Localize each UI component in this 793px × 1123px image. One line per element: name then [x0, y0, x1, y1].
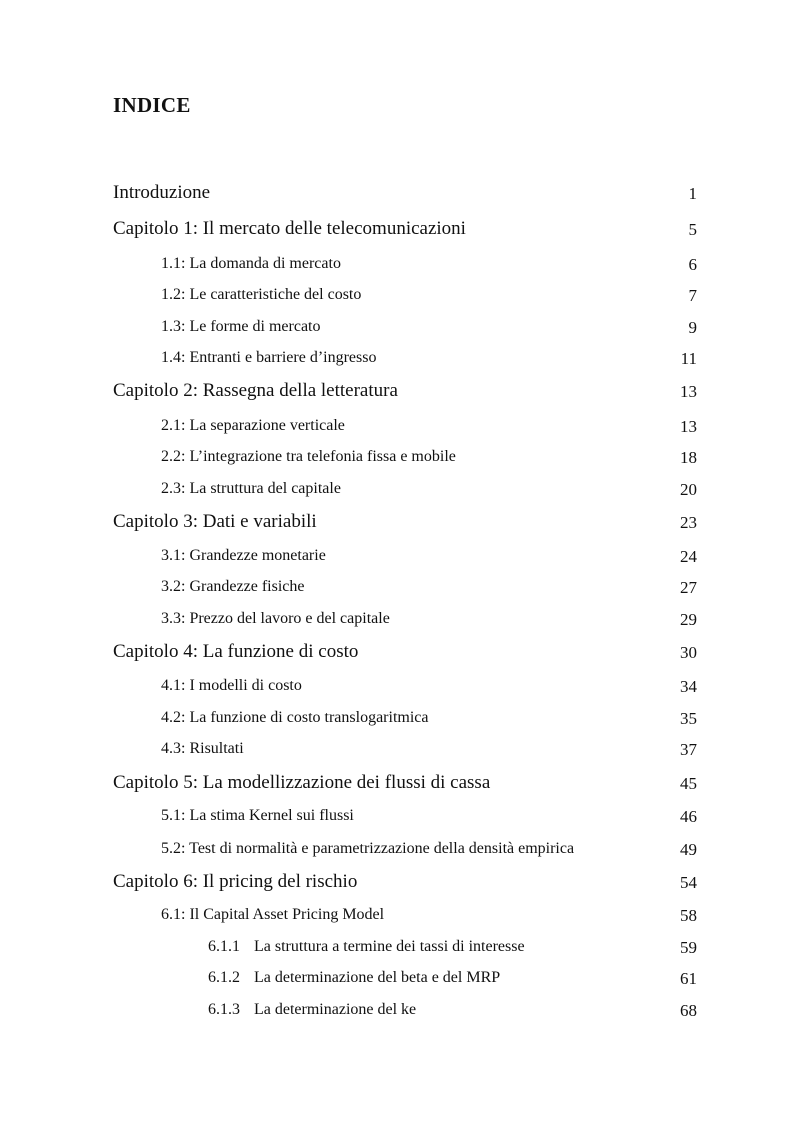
toc-entry-title: Introduzione — [113, 182, 211, 203]
toc-entry-title: 5.1: La stima Kernel sui flussi — [161, 807, 354, 824]
toc-page-number: 34 — [680, 677, 697, 696]
toc-page-number: 11 — [680, 349, 697, 368]
toc-page-number: 49 — [680, 840, 697, 859]
toc-entry-title: Capitolo 6: Il pricing del rischio — [113, 871, 358, 892]
toc-entry-number: 6.1.1 — [208, 938, 240, 955]
toc-page-number: 30 — [680, 643, 697, 662]
toc-entry-title: 1.1: La domanda di mercato — [161, 255, 341, 272]
toc-entry-title: 3.3: Prezzo del lavoro e del capitale — [161, 610, 390, 627]
toc-page-number: 54 — [680, 873, 697, 892]
toc-entry-text: La determinazione del beta e del MRP — [254, 969, 501, 986]
toc-page-number: 29 — [680, 610, 697, 629]
toc-entry-title: 2.3: La struttura del capitale — [161, 480, 341, 497]
toc-entry-title: 3.2: Grandezze fisiche — [161, 578, 305, 595]
toc-page-number: 24 — [680, 547, 697, 566]
toc-page-number: 18 — [680, 448, 697, 467]
toc-page-number: 23 — [680, 513, 697, 532]
toc-entry-title: 3.1: Grandezze monetarie — [161, 547, 326, 564]
toc-entry-title: 4.1: I modelli di costo — [161, 677, 302, 694]
toc-page-number: 5 — [688, 220, 697, 239]
page-title: INDICE — [113, 93, 191, 117]
toc-entry-title: 1.3: Le forme di mercato — [161, 318, 321, 335]
toc-page-number: 27 — [680, 578, 697, 597]
toc-page-number: 45 — [680, 774, 697, 793]
toc-entry-title: Capitolo 3: Dati e variabili — [113, 511, 317, 532]
toc-entry-title: 4.3: Risultati — [161, 740, 244, 757]
toc-entry-text: La struttura a termine dei tassi di interesse — [254, 938, 525, 955]
toc-page-number: 20 — [680, 480, 697, 499]
toc-page-number: 61 — [680, 969, 697, 988]
toc-entry-title: 2.1: La separazione verticale — [161, 417, 345, 434]
toc-entry-title: 1.2: Le caratteristiche del costo — [161, 286, 362, 303]
toc-entry-title: 1.4: Entranti e barriere d’ingresso — [161, 349, 377, 366]
toc-entry-number: 6.1.3 — [208, 1001, 240, 1018]
toc-entry-title: 6.1: Il Capital Asset Pricing Model — [161, 906, 385, 923]
toc-page-number: 37 — [680, 740, 697, 759]
toc-entry-title: Capitolo 5: La modellizzazione dei flussi di cassa — [113, 772, 491, 793]
toc-entry-title — [208, 1001, 416, 1019]
toc-page-number: 68 — [680, 1001, 697, 1020]
toc-page-number: 13 — [680, 417, 697, 436]
toc-page-number: 7 — [688, 286, 697, 305]
toc-entry-number: 6.1.2 — [208, 969, 240, 986]
toc-page-number: 46 — [680, 807, 697, 826]
toc-page-number: 58 — [680, 906, 697, 925]
toc-page-number: 1 — [688, 184, 697, 203]
toc-entry-text: La determinazione del ke — [254, 1001, 417, 1018]
toc-page-number: 59 — [680, 938, 697, 957]
toc-page-number: 13 — [680, 382, 697, 401]
toc-entry-title: 2.2: L’integrazione tra telefonia fissa e mobile — [161, 448, 456, 465]
toc-page-number: 6 — [688, 255, 697, 274]
toc-entry-title: Capitolo 1: Il mercato delle telecomunicazioni — [113, 218, 466, 239]
toc-entry-title: 4.2: La funzione di costo translogaritmica — [161, 709, 429, 726]
toc-entry-title — [208, 969, 500, 987]
toc-page-number: 9 — [688, 318, 697, 337]
toc-entry-title: 5.2: Test di normalità e parametrizzazione della densità empirica — [161, 840, 575, 857]
toc-entry-title — [208, 938, 525, 956]
toc-entry-title: Capitolo 4: La funzione di costo — [113, 641, 359, 662]
toc-entry-title: Capitolo 2: Rassegna della letteratura — [113, 380, 398, 401]
toc-page-number: 35 — [680, 709, 697, 728]
